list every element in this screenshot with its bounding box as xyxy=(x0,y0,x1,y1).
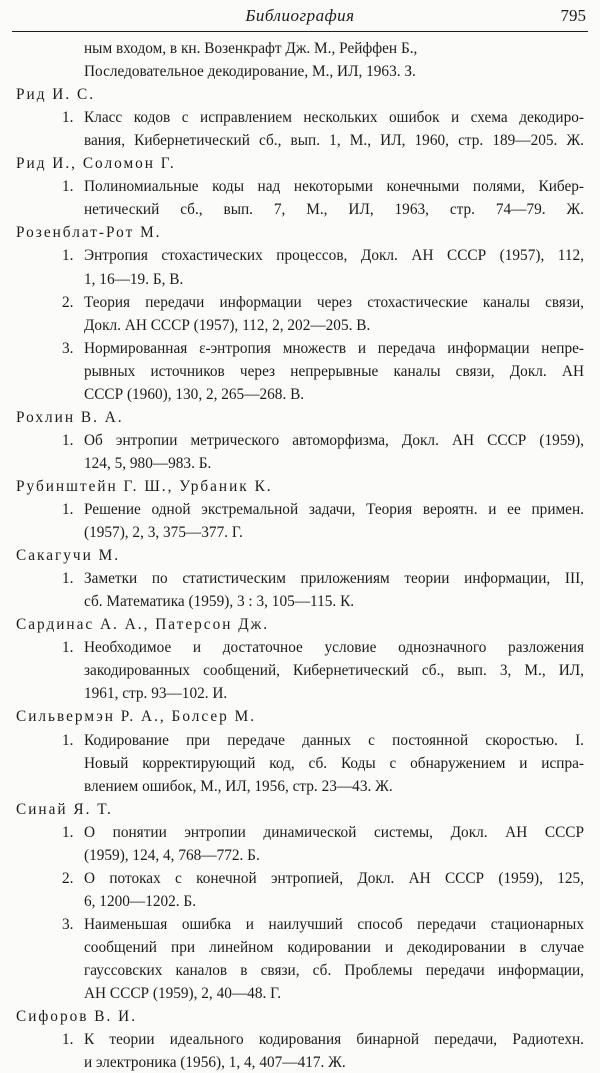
entry-continuation-line: (1957), 2, 3, 375—377. Г. xyxy=(84,524,243,541)
running-title: Библиография xyxy=(245,6,355,25)
entry-text-line: Класс кодов с исправлением нескольких ошибок и схема декодиро- xyxy=(84,109,584,126)
entry-continuation-line: 6, 1200—1202. Б. xyxy=(84,893,197,910)
page-header xyxy=(0,4,600,30)
author-heading: Сакагучи М. xyxy=(16,547,121,564)
entry-number: 1. xyxy=(62,501,74,518)
author-heading: Рубинштейн Г. Ш., Урбаник К. xyxy=(16,478,273,495)
entry-continuation-line: вания, Кибернетический сб., вып. 1, М., ИЛ, 1960, стр. 189—205. Ж. xyxy=(84,132,584,149)
entry-number: 1. xyxy=(62,109,74,126)
page-number: 795 xyxy=(560,6,586,25)
entry-text-line: Об энтропии метрического автоморфизма, Докл. АН СССР (1959), xyxy=(84,432,584,449)
entry-text-line: Заметки по статистическим приложениям теории информации, III, xyxy=(84,570,584,587)
entry-number: 1. xyxy=(62,639,74,656)
author-heading: Рид И. С. xyxy=(16,86,96,103)
header-rule xyxy=(12,31,588,32)
author-heading: Сардинас А. А., Патерсон Дж. xyxy=(16,616,270,633)
entry-text-line: Полиномиальные коды над некоторыми конечными полями, Кибер- xyxy=(84,178,584,195)
entry-continuation-line: 124, 5, 980—983. Б. xyxy=(84,455,212,472)
author-heading: Розенблат-Рот М. xyxy=(16,224,162,241)
entry-continuation-line: СССР (1960), 130, 2, 265—268. В. xyxy=(84,386,305,403)
entry-continuation-line: ным входом, в кн. Возенкрафт Дж. М., Рейффен Б., xyxy=(84,40,418,57)
entry-number: 1. xyxy=(62,178,74,195)
entry-text-line: Необходимое и достаточное условие однозначного разложения xyxy=(84,639,584,656)
entry-continuation-line: Докл. АН СССР (1957), 112, 2, 202—205. В. xyxy=(84,317,371,334)
entry-text-line: Теория передачи информации через стохастические каналы связи, xyxy=(84,294,584,311)
entry-continuation-line: рывных источников через непрерывные каналы связи, Докл. АН xyxy=(84,363,584,380)
entry-text-line: Энтропия стохастических процессов, Докл. АН СССР (1957), 112, xyxy=(84,247,584,264)
author-heading: Сильвермэн Р. А., Болсер М. xyxy=(16,708,257,725)
entry-number: 2. xyxy=(62,870,74,887)
entry-number: 1. xyxy=(62,824,74,841)
entry-continuation-line: сообщений при линейном кодировании и декодировании в случае xyxy=(84,939,584,956)
entry-text-line: Решение одной экстремальной задачи, Теория вероятн. и ее примен. xyxy=(84,501,584,518)
author-heading: Рохлин В. А. xyxy=(16,409,124,426)
entry-number: 1. xyxy=(62,247,74,264)
entry-continuation-line: закодированных сообщений, Кибернетический сб., вып. 3, М., ИЛ, xyxy=(84,662,584,679)
entry-continuation-line: 1, 16—19. Б, В. xyxy=(84,271,184,288)
entry-number: 1. xyxy=(62,732,74,749)
entry-continuation-line: 1961, стр. 93—102. И. xyxy=(84,685,228,702)
entry-number: 1. xyxy=(62,570,74,587)
entry-text-line: Кодирование при передаче данных с постоянной скоростью. I. xyxy=(84,732,584,749)
entry-continuation-line: Новый корректирующий код, сб. Коды с обнаружением и испра- xyxy=(84,755,584,772)
entry-text-line: Наименьшая ошибка и наилучший способ передачи стационарных xyxy=(84,916,584,933)
entry-number: 2. xyxy=(62,294,74,311)
entry-continuation-line: влением ошибок, М., ИЛ, 1956, стр. 23—43. Ж. xyxy=(84,778,393,795)
author-heading: Синай Я. Т. xyxy=(16,801,113,818)
entry-number: 3. xyxy=(62,916,74,933)
entry-number: 1. xyxy=(62,1031,74,1048)
entry-continuation-line: сб. Математика (1959), 3 : 3, 105—115. К. xyxy=(84,593,355,610)
author-heading: Сифоров В. И. xyxy=(16,1008,138,1025)
entry-continuation-line: Последовательное декодирование, М., ИЛ, 1963. З. xyxy=(84,63,416,80)
entry-continuation-line: и электроника (1956), 1, 4, 407—417. Ж. xyxy=(84,1054,346,1071)
entry-continuation-line: гауссовских каналов в связи, сб. Проблемы передачи информации, xyxy=(84,962,584,979)
entry-continuation-line: нетический сб., вып. 7, М., ИЛ, 1963, стр. 74—79. Ж. xyxy=(84,201,584,218)
entry-text-line: Нормированная ε-энтропия множеств и передача информации непре- xyxy=(84,340,584,357)
entry-continuation-line: АН СССР (1959), 2, 40—48. Г. xyxy=(84,985,282,1002)
author-heading: Рид И., Соломон Г. xyxy=(16,155,176,172)
entry-text-line: К теории идеального кодирования бинарной передачи, Радиотехн. xyxy=(84,1031,584,1048)
entry-continuation-line: (1959), 124, 4, 768—772. Б. xyxy=(84,847,260,864)
entry-number: 1. xyxy=(62,432,74,449)
entry-text-line: О потоках с конечной энтропией, Докл. АН СССР (1959), 125, xyxy=(84,870,584,887)
entry-text-line: О понятии энтропии динамической системы, Докл. АН СССР xyxy=(84,824,584,841)
entry-number: 3. xyxy=(62,340,74,357)
